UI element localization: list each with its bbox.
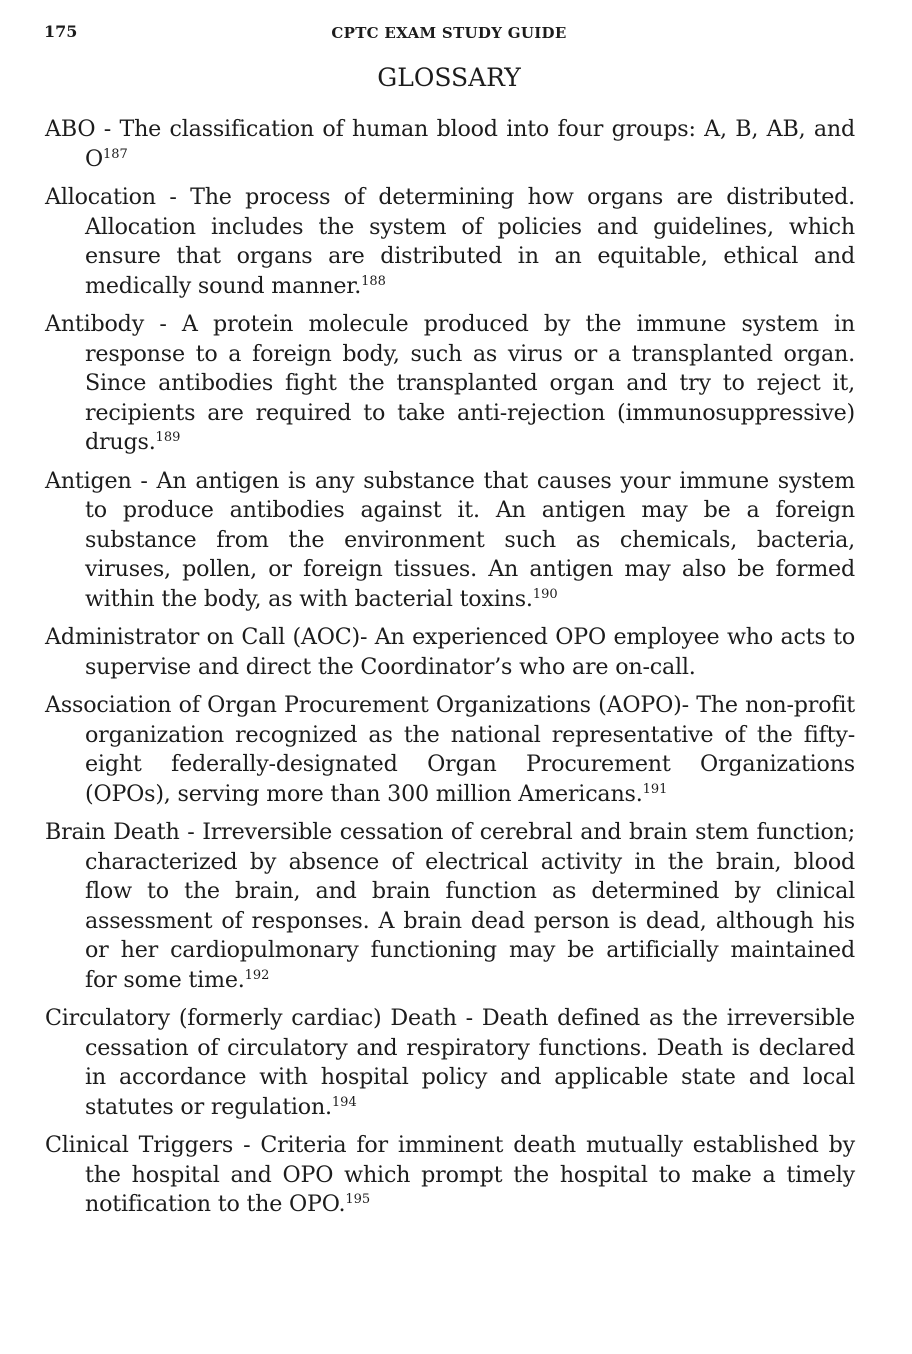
entry-text: Brain Death - Irreversible cessation of cerebral and brain stem function; characterized by absence of electrical activity in the brain, blood flow to the brain, and brain function as determined by clinical assessment of responses. A brain dead person is dead, although his or her cardiopulmonary functioning may be artificially maintained for some time. <box>45 819 855 993</box>
glossary-entry-brain-death <box>45 818 855 995</box>
glossary-entry-allocation <box>45 183 855 301</box>
glossary-entry-aoc <box>45 623 855 682</box>
footnote-ref: 189 <box>155 430 181 445</box>
entry-text: Allocation - The process of determining how organs are distributed. Allocation includes the system of policies and guidelines, which ensure that organs are distributed in an equitable, ethical and medically sound manner. <box>45 184 855 299</box>
entry-text: ABO - The classification of human blood into four groups: A, B, AB, and O <box>45 116 855 172</box>
page-number: 175 <box>44 22 78 41</box>
glossary-title: GLOSSARY <box>377 63 521 92</box>
glossary-entry-antigen <box>45 467 855 615</box>
entry-text: Circulatory (formerly cardiac) Death - Death defined as the irreversible cessation of circulatory and respiratory functions. Death is declared in accordance with hospital policy and applicable state and local statutes or regulation. <box>45 1005 855 1120</box>
footnote-ref: 187 <box>103 146 128 162</box>
footnote-ref: 195 <box>345 1192 371 1207</box>
glossary-entry-abo <box>45 115 855 174</box>
footnote-ref: 192 <box>244 967 270 983</box>
footnote-ref: 188 <box>361 273 386 289</box>
glossary-entry-aopo <box>45 691 855 809</box>
glossary-entry-clinical-triggers <box>45 1131 855 1220</box>
glossary-entry-antibody <box>45 310 855 458</box>
footnote-ref: 191 <box>642 781 668 797</box>
entry-text: Administrator on Call (AOC)- An experienced OPO employee who acts to supervise and direct the Coordinator’s who are on-call. <box>45 624 855 680</box>
running-head: CPTC EXAM STUDY GUIDE <box>331 24 567 42</box>
entry-text: Association of Organ Procurement Organizations (AOPO)- The non-profit organization recognized as the national representative of the fifty-eight federally-designated Organ Procurement Organizations (OPOs), serving more than 300 million Americans. <box>45 692 855 807</box>
entry-text: Antibody - A protein molecule produced by the immune system in response to a foreign body, such as virus or a transplanted organ. Since antibodies fight the transplanted organ and try to reject it, recipients are required to take anti-rejection (immunosuppressive) drugs. <box>45 311 855 455</box>
entry-text: Antigen - An antigen is any substance that causes your immune system to produce antibodies against it. An antigen may be a foreign substance from the environment such as chemicals, bacteria, viruses, pollen, or foreign tissues. An antigen may also be formed within the body, as with bacterial toxins. <box>45 467 855 612</box>
glossary-entries <box>45 115 855 1229</box>
footnote-ref: 194 <box>331 1094 357 1110</box>
entry-text: Clinical Triggers - Criteria for imminent death mutually established by the hospital and OPO which prompt the hospital to make a timely notification to the OPO. <box>45 1132 855 1217</box>
glossary-entry-circulatory-death <box>45 1004 855 1122</box>
footnote-ref: 190 <box>532 586 558 602</box>
